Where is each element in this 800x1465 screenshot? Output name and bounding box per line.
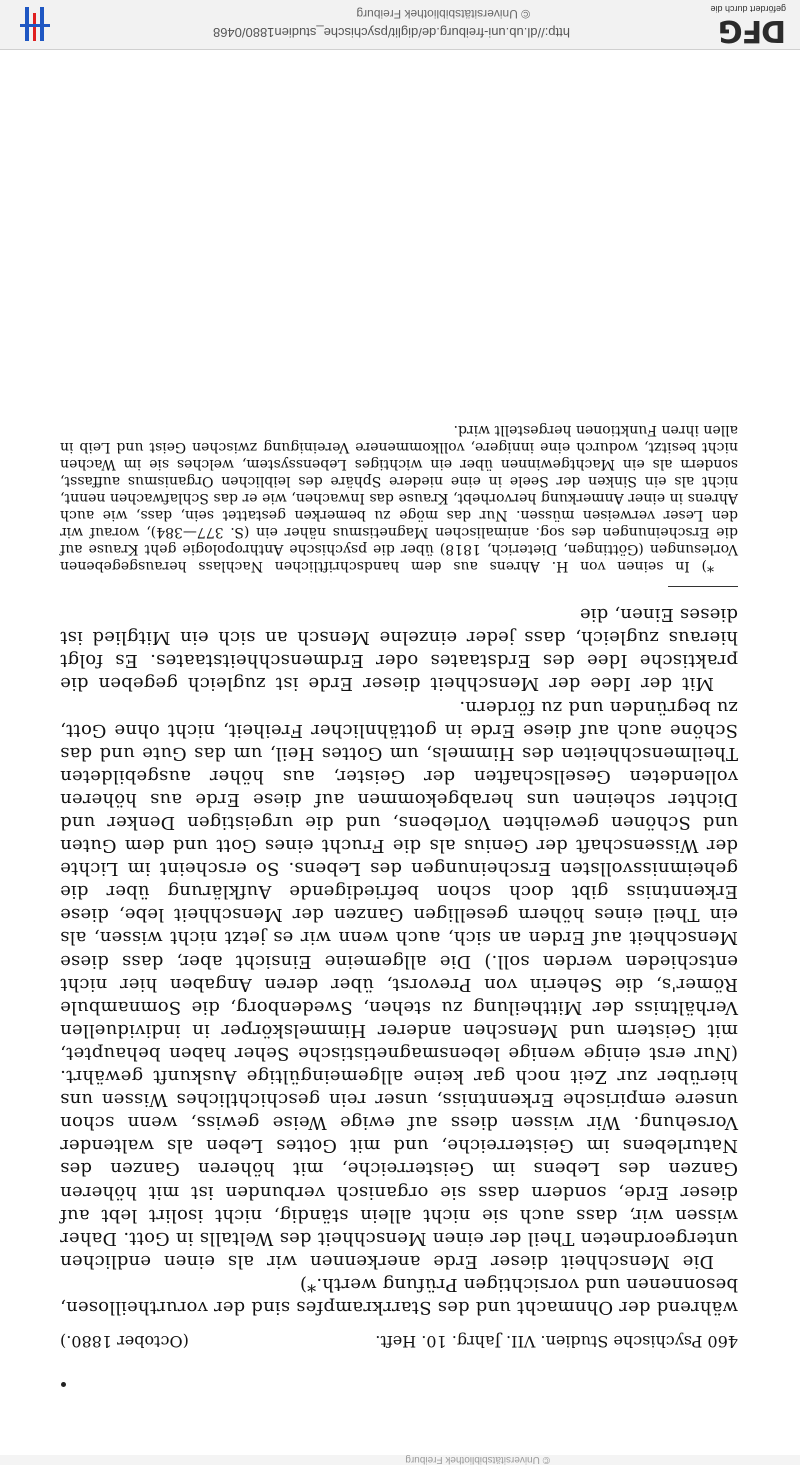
paragraph: während der Ohnmacht und des Starrkrampfes sind der vorurtheillosen, besonnenen und vorsichtigen Prüfung werth.*) [60, 1273, 738, 1318]
paragraph: Die Menschheit dieser Erde anerkennen wir als einen endlichen untergeordneten Theil der einen Menschheit des Weltalls in Gott. Daher wissen wir, dass auch sie nicht allein ständig, nicht isolirt lebt auf dieser Erde, sondern dass sie organisch verbunden ist mit höheren Ganzen des Lebens im Geisterreiche, mit höheren Ganzen des Naturlebens im Geisterreiche, und mit Gottes Leben als waltender Vorsehung. Wir wissen diess auf ewige Weise gewiss, wenn schon unsere empirische Erkenntniss, unser rein geschichtliches Wissen uns hierüber zur Zeit noch gar keine allgemeingültige Auskunft gewährt. (Nur erst einige wenige lebensmagnetistische Seher haben behauptet, mit Geistern und Menschen anderer Himmelskörper in individuellen Verhältniss der Mittheilung zu stehen, Swedenborg, die Somnambule Römer's, die Seherin von Prevorst, über deren Angaben hier nicht entschieden werden soll.) Die allgemeine Einsicht aber, dass diese Menschheit auf Erden an sich, auch wenn wir es jetzt nicht wissen, als ein Theil eines höhern geselligen Ganzen der Menschheit lebe, diese Erkenntniss gibt doch schon befriedigende Aufklärung über die geheimnissvollsten Erscheinungen des Lebens. So erscheint im Lichte der Wissenschaft der Genius als die Frucht eines Gott und dem Guten und Schönen geweihten Vorlebens, und die urgeistigen Denker und Dichter scheinen uns herabgekommen auf diese Erde aus höheren vollendeten Gesellschaften der Geister, aus höher ausgebildeten Theilmenschheiten des Himmels, um Gottes Heil, um das Gute und das Schöne auch auf diese Erde in gottähnlicher Freiheit, nicht ohne Gott, zu begründen und zu fördern. [60, 696, 738, 1272]
issue-date: (October 1880.) [60, 1332, 189, 1351]
dfg-sponsor-text: gefördert durch die [710, 4, 786, 14]
viewer-footer-bar [0, 0, 800, 50]
dfg-logo[interactable] [696, 3, 786, 48]
dfg-logo-text: DFG [718, 13, 786, 48]
footnote-text: *) In seinen von H. Ahrens aus dem handschriftlichen Nachlass herausgegebenen Vorlesungen (Göttingen, Dieterich, 1818) über die psychische Anthropologie geht Krause auf die Erscheinungen des sog. animalischen Magnetismus näher ein (S. 377—384), worauf wir den Leser verweisen müssen. Nur das möge zu bemerken gestattet sein, dass, wie auch Ahrens in einer Anmerkung hervorhebt, Krause das Inwachen, wie er das Schlafwachen nennt, nicht als ein Sinken der Seele in eine niedere Sphäre des leiblichen Organismus auffasst, sondern als ein Machtgewinnen über ein wichtiges Lebenssystem, welches sie im Wachen nicht besitzt, wodurch eine innigere, vollkommenere Vereinigung zwischen Geist und Leib in allen ihren Funktionen hergestellt wird. [60, 422, 738, 575]
paragraph: Mit der Idee der Menschheit dieser Erde ist zugleich gegeben die praktische Idee des Erdstaates oder Erdmenschheitstaates. Es folgt hieraus zugleich, dass jeder einzelne Mensch an sich ein Mitglied ist dieses Einen, die [60, 604, 738, 695]
footnote [60, 421, 738, 574]
page-url-link[interactable]: http://dl.ub.uni-freiburg.de/diglit/psychische_studien1880/0468 [212, 25, 570, 40]
scan-speck [61, 1382, 66, 1387]
page-header [60, 1329, 738, 1353]
body-text [60, 603, 738, 1319]
footnote-divider [668, 586, 738, 587]
running-head: 460 Psychische Studien. VII. Jahrg. 10. Heft. [375, 1332, 738, 1351]
top-edge-strip [0, 1455, 800, 1465]
document-page [60, 421, 738, 1393]
edge-strip-text: © Universitätsbibliothek Freiburg [405, 1454, 550, 1465]
copyright-text: © Universitätsbibliothek Freiburg [356, 7, 530, 21]
library-logo-icon[interactable] [16, 7, 52, 41]
